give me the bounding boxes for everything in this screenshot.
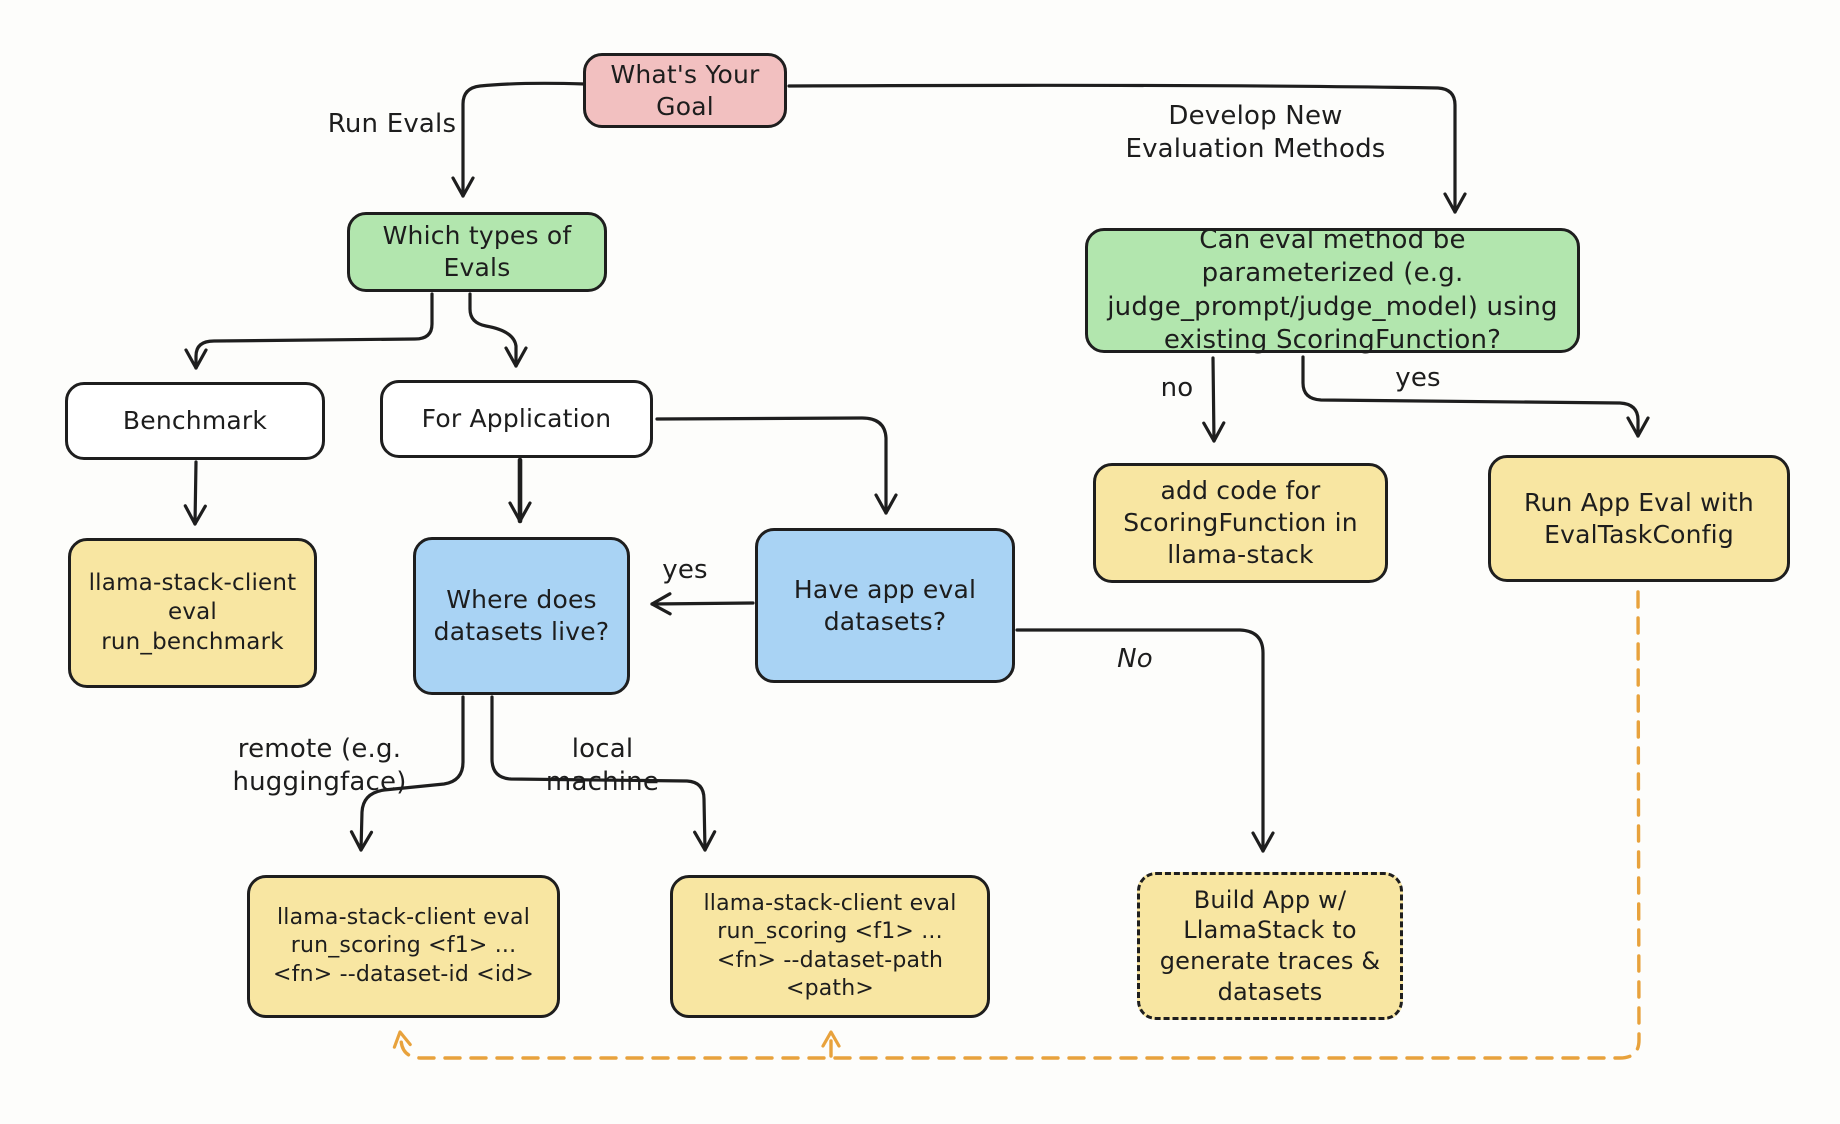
node-benchmark-label: Benchmark [122,406,268,435]
node-add-scoring-function-code-label: add code for ScoringFunction in llama-stack [1123,476,1358,569]
edge-label-local-datasets: local machine [545,734,660,797]
edge-label-no-have-datasets: No [1117,644,1153,674]
edge-label-yes-parameterize: yes [1395,363,1441,393]
edge-label-remote-datasets: remote (e.g. huggingface) [232,734,407,797]
node-run-scoring-dataset-path [670,875,990,1018]
edge-have-datasets-to-where-datasets [652,603,753,604]
node-which-types-of-evals-label: Which types of Evals [382,221,572,282]
node-where-datasets-live [413,537,630,695]
node-run-app-eval [1488,455,1790,582]
edge-label-develop-new-methods: Develop New Evaluation Methods [1125,101,1386,164]
node-for-application [380,380,653,458]
edge-label-yes-have-datasets: yes [662,555,708,585]
node-for-application-label: For Application [421,404,612,433]
node-run-benchmark-command [68,538,317,688]
node-benchmark [65,382,325,460]
node-run-scoring-dataset-id [247,875,560,1018]
node-run-app-eval-label: Run App Eval with EvalTaskConfig [1524,487,1754,549]
edge-which-types-to-for-application [470,294,516,366]
node-where-datasets-live-label: Where does datasets live? [433,585,610,646]
node-build-app-llamastack-label: Build App w/ LlamaStack to generate traces & datasets [1159,885,1381,1006]
node-run-scoring-dataset-id-label: llama-stack-client eval run_scoring <f1> ... <fn> --dataset-id <id> [273,905,534,987]
edge-can-parameterize-to-add-code [1213,358,1214,441]
node-can-parameterize-label: Can eval method be parameterized (e.g. judge_prompt/judge_model) using existing ScoringFunction? [1107,224,1558,355]
edge-for-application-to-have-datasets [657,418,886,513]
node-have-app-eval-datasets [755,528,1015,683]
node-have-app-eval-datasets-label: Have app eval datasets? [793,574,977,636]
edge-goal-to-which-types [463,83,585,196]
node-add-scoring-function-code [1093,463,1388,583]
edge-benchmark-to-run-benchmark [195,462,196,524]
edge-label-run-evals: Run Evals [327,109,457,139]
node-run-benchmark-command-label: llama-stack-client eval run_benchmark [88,569,297,655]
edge-can-parameterize-to-run-app-eval [1303,357,1638,436]
edge-label-no-parameterize: no [1160,373,1194,403]
edge-which-types-to-benchmark [196,294,432,368]
node-whats-your-goal-label: What's Your Goal [610,59,760,121]
node-can-parameterize [1085,224,1580,355]
node-run-scoring-dataset-path-label: llama-stack-client eval run_scoring <f1> ... <fn> --dataset-path <path> [703,891,957,1001]
node-build-app-llamastack [1137,872,1403,1020]
node-which-types-of-evals [347,212,607,292]
node-whats-your-goal [583,53,787,128]
